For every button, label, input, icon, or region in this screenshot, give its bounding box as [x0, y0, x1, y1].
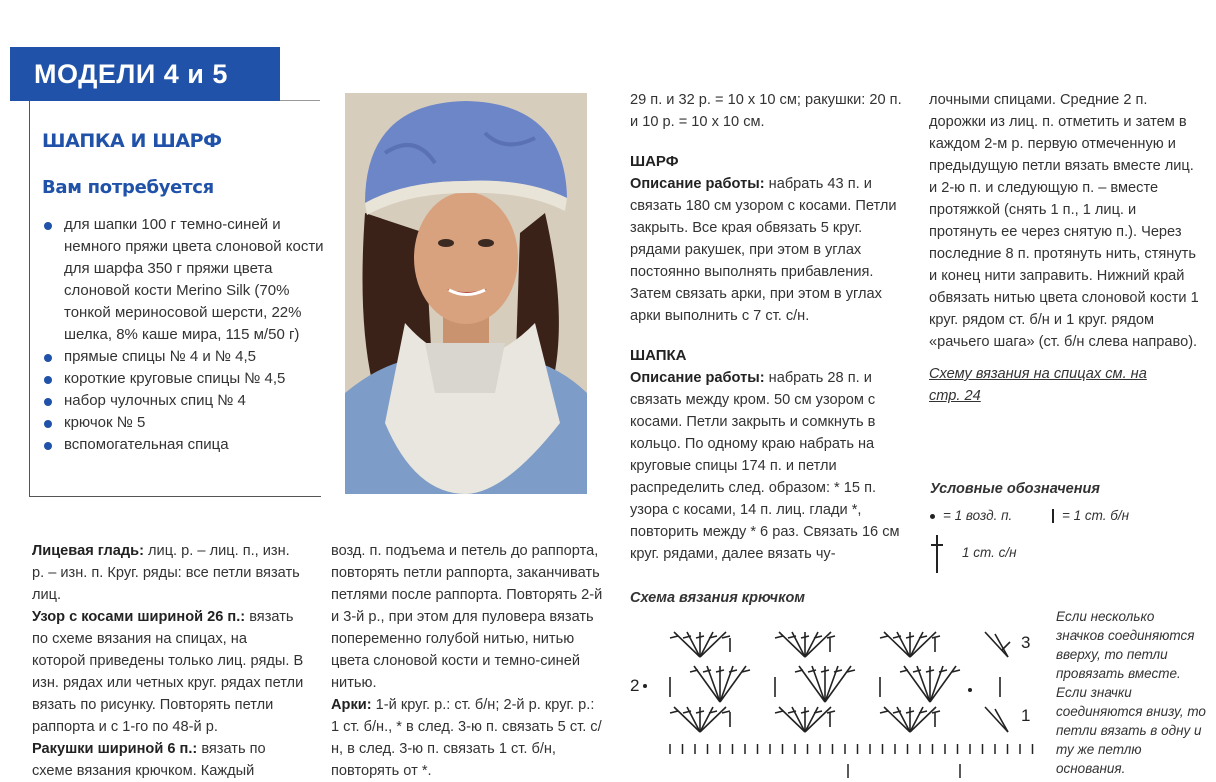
stitch-mark — [900, 670, 908, 672]
stitch-mark — [939, 670, 947, 672]
stitch-mark — [690, 670, 698, 672]
list-item: вспомогательная спица — [42, 434, 324, 456]
legend-dc: 1 ст. с/н — [962, 545, 1017, 560]
stitch-mark — [926, 670, 934, 672]
stitch-mark — [775, 636, 783, 638]
legend-sc: = 1 ст. б/н — [1052, 508, 1129, 523]
frame-line-bottom — [29, 496, 321, 497]
stitch-mark — [880, 711, 888, 713]
stitch-text: лиц. р. – лиц. п., изн. р. – изн. п. Круг. ряды: все петли вязать лиц. — [32, 543, 300, 603]
legend-title: Условные обозначения — [930, 481, 1100, 497]
stitch-mark — [827, 636, 835, 638]
stitch-mark — [932, 636, 940, 638]
model-photo — [345, 93, 587, 494]
stitch-mark — [906, 636, 914, 638]
stitch-mark — [696, 636, 704, 638]
column-4 — [929, 89, 1199, 407]
frame-line-left — [29, 101, 30, 497]
stitch-mark — [801, 711, 809, 713]
chain-dot — [968, 688, 972, 692]
stitch-mark — [1002, 642, 1010, 650]
column-2 — [331, 540, 605, 782]
scheme-title: Схема вязания крючком — [630, 590, 806, 606]
stitch-mark — [729, 670, 737, 672]
stitch-mark — [827, 711, 835, 713]
column-1 — [32, 540, 304, 782]
chain-icon — [930, 514, 935, 519]
stitch-mark — [821, 670, 829, 672]
chain-dot — [643, 684, 647, 688]
stitch-mark — [795, 670, 803, 672]
stitch-mark — [670, 636, 678, 638]
crochet-chart — [630, 612, 1050, 778]
single-crochet-icon — [1052, 509, 1054, 523]
models-banner: МОДЕЛИ 4 и 5 — [10, 47, 280, 101]
scheme-note: Если несколько значков соединяются вверху, то петли провязать вместе. Если значки соединяются внизу, то петли вязать в одну и ту же петлю основания. — [1056, 609, 1206, 776]
legend-chain: = 1 возд. п. — [930, 508, 1012, 523]
stitch-mark — [722, 636, 730, 638]
needs-title: Вам потребуется — [42, 177, 214, 198]
stitch-mark — [716, 670, 724, 672]
row-label-3: 3 — [1021, 633, 1031, 652]
frame-line-top — [280, 100, 320, 101]
work-label: Описание работы: — [630, 370, 765, 386]
stitch-mark — [801, 636, 809, 638]
scarf-title: ШАРФ — [630, 153, 679, 170]
list-item: крючок № 5 — [42, 412, 324, 434]
work-label: Описание работы: — [630, 176, 765, 192]
stitch-label: Арки: — [331, 697, 372, 713]
scheme-link[interactable]: Схему вязания на спицах см. на стр. 24 — [929, 366, 1147, 404]
stitch-label: Узор с косами шириной 26 п.: — [32, 609, 246, 625]
hat-text: набрать 28 п. и связать между кром. 50 см узором с косами. Петли закрыть и сомкнуть в кольцо. По одному краю набрать на круговые спицы 174 п. и петли распределить след. образом: * 15 п. узора с косами, 14 п. лиц. глади *, повторить между * 6 раз. Связать 16 см круг. рядами, далее вязать чу- — [630, 370, 900, 562]
stitch-mark — [696, 711, 704, 713]
woman-in-hat-illustration — [345, 93, 587, 494]
stitch-mark — [834, 670, 842, 672]
list-item: короткие круговые спицы № 4,5 — [42, 368, 324, 390]
row-label-2: 2 — [630, 676, 640, 695]
stitch-text: вязать по схеме вязания крючком. Каждый — [32, 741, 266, 779]
list-item: для шапки 100 г темно-синей и немного пряжи цвета слоновой кости для шарфа 350 г пряжи цвета слоновой кости Merino Silk (70% тонкой мериносовой шерсти, 22% шелка, 8% каше мира, 115 м/50 г) — [42, 214, 324, 346]
paragraph: возд. п. подъема и петель до раппорта, повторять петли раппорта, заканчивать петлями после раппорта. Повторять 2-й и 3-й р., при этом для пуловера вязать попеременно голубой нитью, нитью цвета слоновой кости и темно-синей нитью. — [331, 543, 603, 691]
stitch-mark — [932, 711, 940, 713]
stitch-text: 1-й круг. р.: ст. б/н; 2-й р. круг. р.: 1 ст. б/н., * в след. 3-ю п. связать 5 ст. с/н, в след. 3-ю п. связать 1 ст. б/н, повторять от *. — [331, 697, 602, 779]
stitch-mark — [670, 711, 678, 713]
materials-list — [42, 214, 324, 456]
density-text: 29 п. и 32 р. = 10 х 10 см; ракушки: 20 п. и 10 р. = 10 х 10 см. — [630, 92, 902, 130]
hat-title: ШАПКА — [630, 347, 687, 364]
stitch-mark — [880, 636, 888, 638]
model-title: ШАПКА И ШАРФ — [42, 130, 222, 152]
stitch-mark — [722, 711, 730, 713]
list-item: прямые спицы № 4 и № 4,5 — [42, 346, 324, 368]
stitch-label: Ракушки шириной 6 п.: — [32, 741, 198, 757]
paragraph: лочными спицами. Средние 2 п. дорожки из лиц. п. отметить и затем в каждом 2-м р. первую отмеченную и предыдущую петли вязать вместе лиц. и 2-ю п. и следующую п. – вместе протяжкой (снять 1 п., 1 лиц. и протянуть ее через снятую п.). Через последние 8 п. протянуть нить, стянуть и конец нити заправить. Нижний край обвязать нитью цвета слоновой кости 1 круг. рядом ст. б/н и 1 круг. рядом «рачьего шага» (ст. б/н слева направо). — [929, 92, 1199, 350]
double-crochet-icon — [930, 533, 944, 580]
stitch-mark — [906, 711, 914, 713]
list-item: набор чулочных спиц № 4 — [42, 390, 324, 412]
scarf-text: набрать 43 п. и связать 180 см узором с косами. Петли закрыть. Все края обвязать 5 круг. рядами ракушек, при этом в углах постоянно выполнять прибавления. Затем связать арки, при этом в углах арки выполнить с 7 ст. с/н. — [630, 176, 897, 324]
column-3 — [630, 89, 902, 565]
stitch-label: Лицевая гладь: — [32, 543, 144, 559]
row-label-1: 1 — [1021, 706, 1031, 725]
stitch-text: вязать по схеме вязания на спицах, на которой приведены только лиц. ряды. В изн. рядах или четных круг. рядах петли вязать по рисунку. Повторять петли раппорта и с 1-го по 48-й р. — [32, 609, 304, 735]
stitch-mark — [775, 711, 783, 713]
